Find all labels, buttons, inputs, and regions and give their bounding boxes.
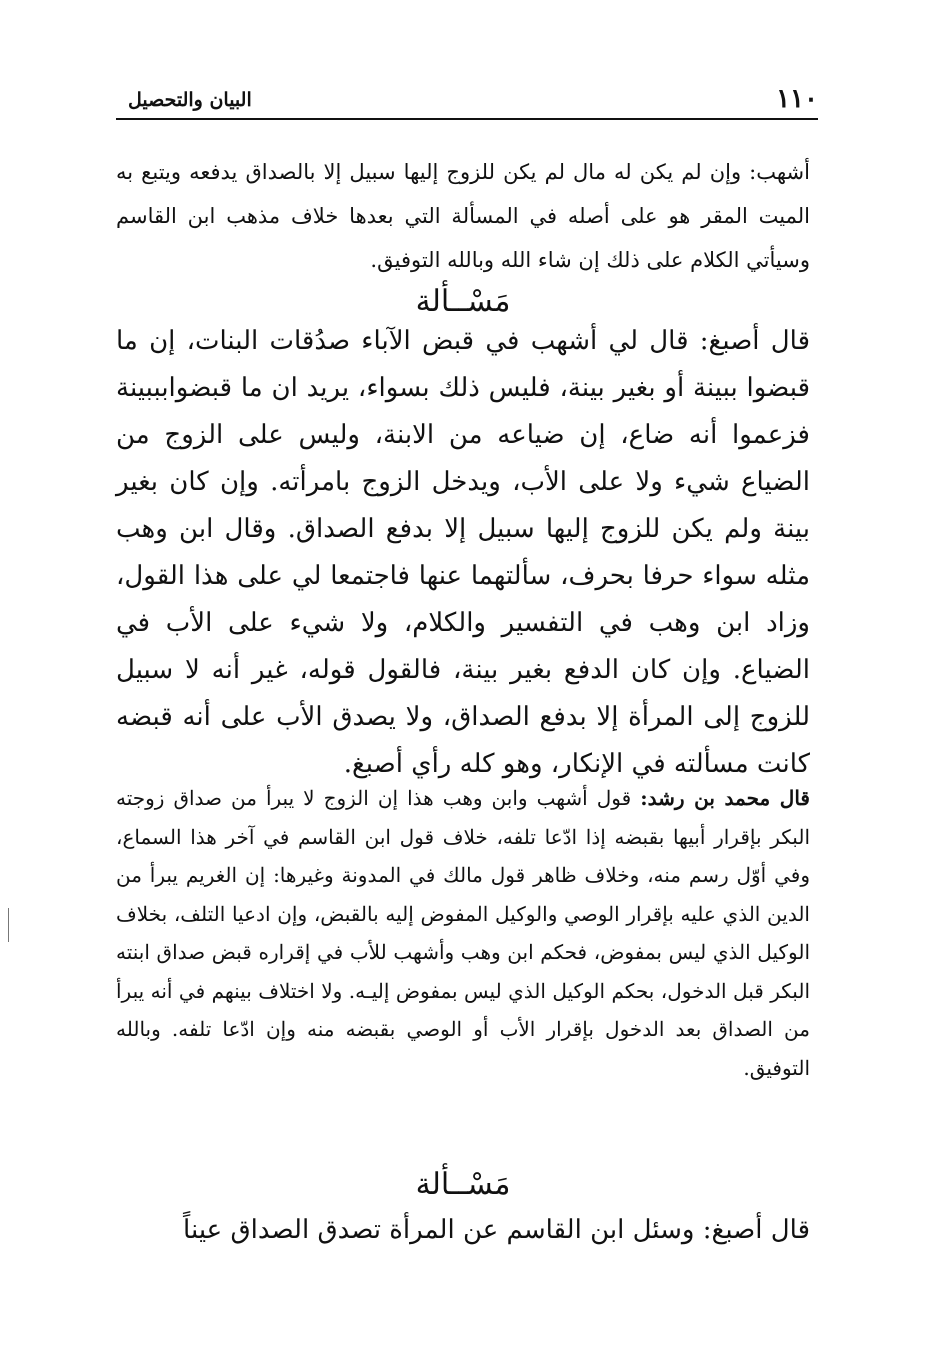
paragraph-1: أشهب: وإن لم يكن له مال لم يكن للزوج إليها سبيل إلا بالصداق يدفعه ويتبع به الميت المقر هو على أصله في المسألة التي بعدها خلاف مذهب ابن القاسم وسيأتي الكلام على ذلك إن شاء الله وبالله التوفيق. xyxy=(116,160,810,272)
page-number: ١١٠ xyxy=(776,84,818,114)
header-rule xyxy=(116,118,818,120)
commentary-text: قول أشهب وابن وهب هذا إن الزوج لا يبرأ من صداق زوجته البكر بإقرار أبيها بقبضه إذا ادّعا تلفه، خلاف قول ابن القاسم في آخر هذا السماع، وفي أوّل رسم منه، وخلاف ظاهر قول مالك في المدونة وغيرها: إن الغريم يبرأ من الدين الذي عليه بإقرار الوصي والوكيل المفوض إليه بالقبض، وإن ادعيا التلف، بخلاف الوكيل الذي ليس بمفوض، فحكم ابن وهب وأشهب للأب في إقراره قبض صداق ابنته البكر قبل الدخول، بحكم الوكيل الذي ليس بمفوض إليـه. ولا اختلاف بينهم في أنه يبرأ من الصداق بعد الدخول بإقرار الأب أو الوصي بقبضه منه وإن ادّعا تلفه. وبالله التوفيق. xyxy=(116,786,810,1080)
paragraph-4: قال أصبغ: وسئل ابن القاسم عن المرأة تصدق الصداق عيناً xyxy=(183,1215,810,1245)
section-heading-1: مَسْــألة xyxy=(415,284,511,319)
running-title: البيان والتحصيل xyxy=(128,89,252,111)
margin-mark xyxy=(8,908,9,942)
paragraph-3 xyxy=(116,779,810,1087)
paragraph-2: قال أصبغ: قال لي أشهب في قبض الآباء صدُقات البنات، إن ما قبضوا ببينة أو بغير بينة، فليس ذلك بسواء، يريد ان ما قبضوابببينة فزعموا أنه ضاع، إن ضياعه من الابنة، وليس على الزوج من الضياع شيء ولا على الأب، ويدخل الزوج بامرأته. وإن كان بغير بينة ولم يكن للزوج إليها سبيل إلا بدفع الصداق. وقال ابن وهب مثله سواء حرفا بحرف، سألتهما عنها فاجتمعا لي على هذا القول، وزاد ابن وهب في التفسير والكلام، ولا شيء على الأب في الضياع. وإن كان الدفع بغير بينة، فالقول قوله، غير أنه لا سبيل للزوج إلى المرأة إلا بدفع الصداق، ولا يصدق الأب على أنه قبضه كانت مسألته في الإنكار، وهو كله رأي أصبغ. xyxy=(116,326,810,779)
section-heading-2: مَسْــألة xyxy=(415,1167,511,1202)
commentary-lead: قال محمد بن رشد: xyxy=(640,786,810,810)
page-header xyxy=(116,84,818,114)
